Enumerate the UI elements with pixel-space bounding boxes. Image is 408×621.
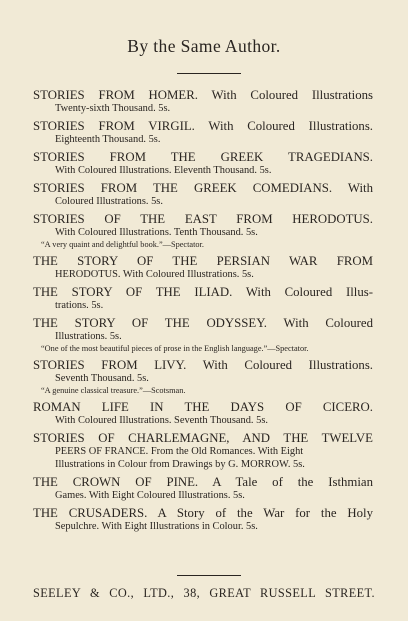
book-title-line: STORIES FROM THE GREEK COMEDIANS. With (33, 181, 373, 195)
book-title-line: STORIES OF THE EAST FROM HERODOTUS. (33, 212, 373, 226)
book-entry (33, 506, 373, 533)
book-entry (33, 285, 373, 312)
book-details-line: Illustrations. 5s. (55, 331, 122, 342)
book-entry (33, 212, 373, 250)
book-details-line: HERODOTUS. With Coloured Illustrations. 5s. (55, 269, 254, 280)
book-list (33, 88, 373, 537)
book-entry (33, 181, 373, 208)
book-entry (33, 88, 373, 115)
book-title-line: STORIES FROM LIVY. With Coloured Illustrations. (33, 358, 373, 372)
book-entry (33, 358, 373, 396)
book-entry (33, 400, 373, 427)
book-entry (33, 119, 373, 146)
book-title-line: THE CRUSADERS. A Story of the War for the Holy (33, 506, 373, 520)
book-title-line: THE STORY OF THE ILIAD. With Coloured Illus- (33, 285, 373, 299)
top-divider (177, 73, 241, 74)
book-details-line: Illustrations in Colour from Drawings by G. MORROW. 5s. (55, 459, 305, 470)
book-details-line: Twenty-sixth Thousand. 5s. (55, 103, 171, 114)
book-title-line: STORIES FROM THE GREEK TRAGEDIANS. (33, 150, 373, 164)
publisher-footer: SEELEY & CO., LTD., 38, GREAT RUSSELL STREET. (33, 586, 375, 600)
press-quote: “A genuine classical treasure.”—Scotsman. (41, 386, 186, 395)
book-details-line: With Coloured Illustrations. Tenth Thousand. 5s. (55, 227, 258, 238)
book-title-line: STORIES FROM HOMER. With Coloured Illustrations (33, 88, 373, 102)
book-details-line: Coloured Illustrations. 5s. (55, 196, 163, 207)
book-title-line: STORIES FROM VIRGIL. With Coloured Illustrations. (33, 119, 373, 133)
book-title-line: STORIES OF CHARLEMAGNE, AND THE TWELVE (33, 431, 373, 445)
book-details-line: trations. 5s. (55, 300, 104, 311)
book-entry (33, 316, 373, 354)
book-details-line: Seventh Thousand. 5s. (55, 373, 149, 384)
press-quote: “A very quaint and delightful book.”—Spectator. (41, 240, 204, 249)
page-heading: By the Same Author. (127, 36, 281, 56)
book-title-line: THE STORY OF THE PERSIAN WAR FROM (33, 254, 373, 268)
book-details-line: Eighteenth Thousand. 5s. (55, 134, 161, 145)
book-details-line: With Coloured Illustrations. Eleventh Thousand. 5s. (55, 165, 272, 176)
book-details-line: Sepulchre. With Eight Illustrations in Colour. 5s. (55, 521, 258, 532)
book-title-line: ROMAN LIFE IN THE DAYS OF CICERO. (33, 400, 373, 414)
book-details-line: Games. With Eight Coloured Illustrations. 5s. (55, 490, 245, 501)
book-title-line: THE CROWN OF PINE. A Tale of the Isthmian (33, 475, 373, 489)
book-details-line: PEERS OF FRANCE. From the Old Romances. With Eight (55, 446, 304, 457)
bottom-divider (177, 575, 241, 576)
book-entry (33, 150, 373, 177)
press-quote: “One of the most beautiful pieces of prose in the English language.”—Spectator. (41, 344, 309, 353)
book-entry (33, 475, 373, 502)
book-entry (33, 431, 373, 471)
book-title-line: THE STORY OF THE ODYSSEY. With Coloured (33, 316, 373, 330)
book-details-line: With Coloured Illustrations. Seventh Thousand. 5s. (55, 415, 268, 426)
book-entry (33, 254, 373, 281)
